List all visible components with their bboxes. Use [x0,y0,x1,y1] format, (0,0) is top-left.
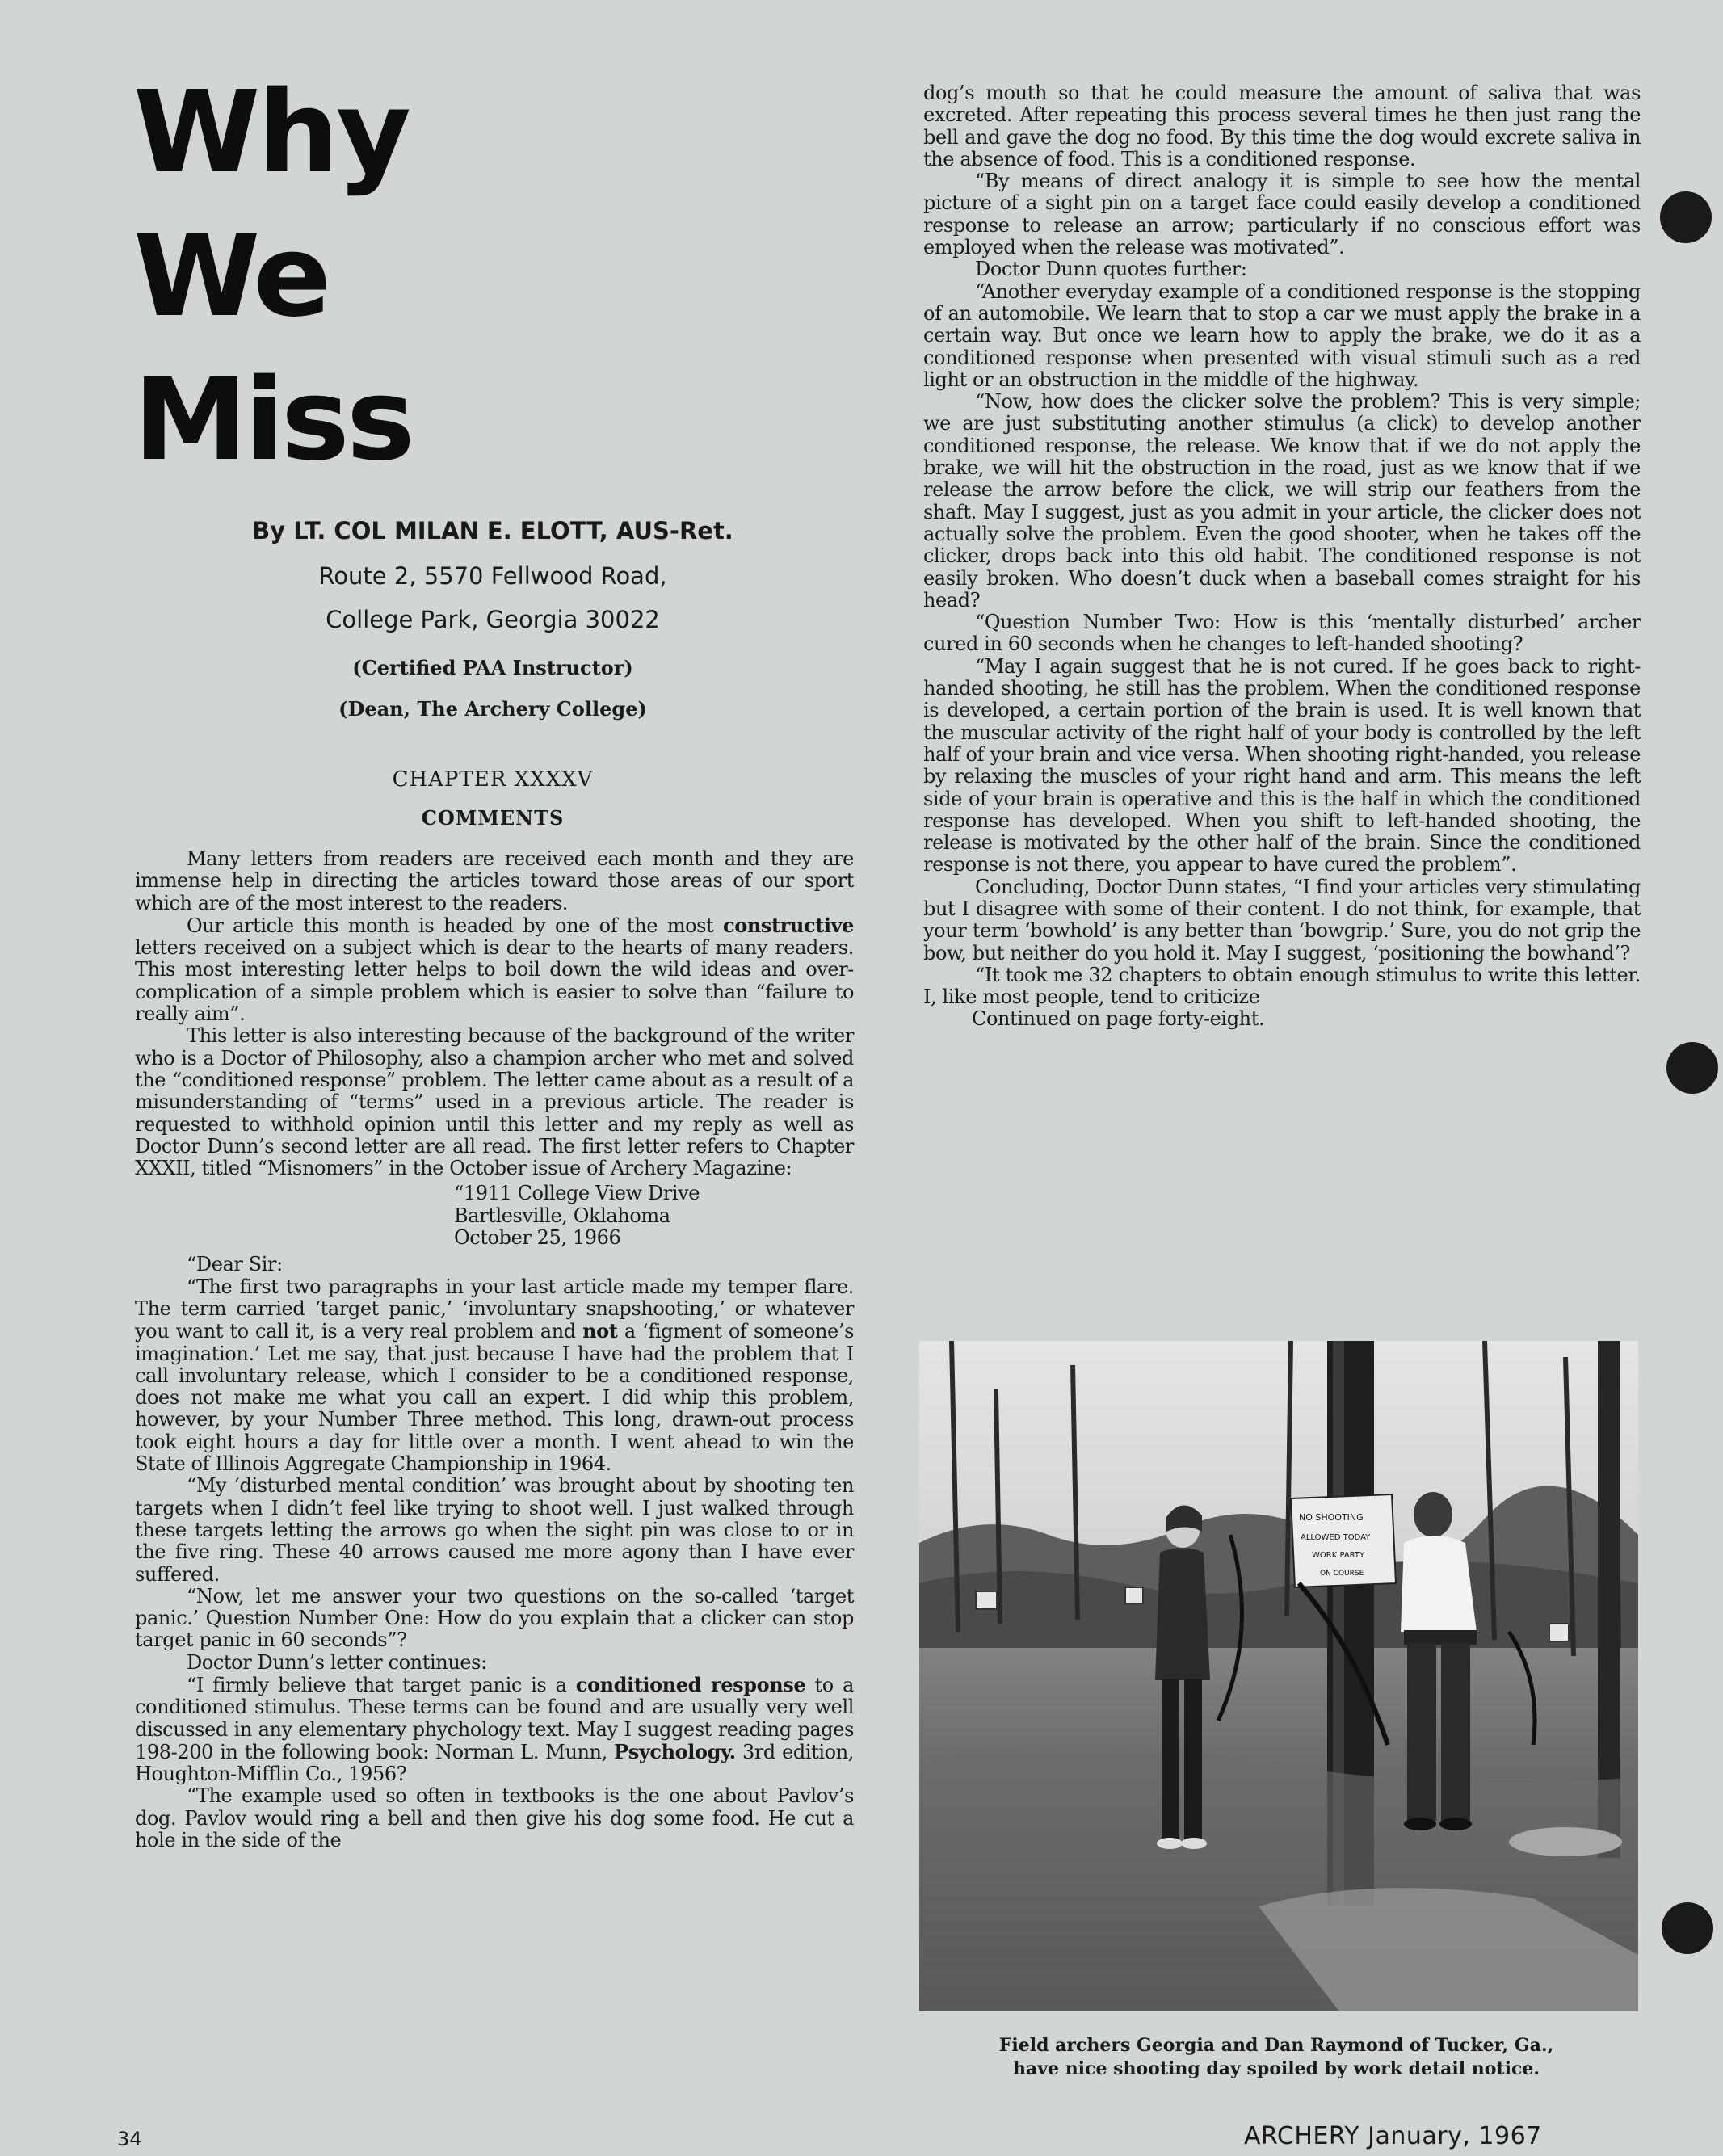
archers-photo [919,1341,1638,2011]
photo-illustration [919,1341,1638,2011]
binder-hole [1662,1902,1713,1954]
paragraph: “The first two paragraphs in your last article made my temper flare. The term carried ‘target panic,’ ‘involuntary snapshooting,’ or whatever you want to call it, is a very real problem and not a ‘figment of someone’s imagination.’ Let me say, that just because I have had the problem that I call involuntary release, which I consider to be a conditioned response, does not make me what you call an expert. I did whip this problem, however, by your Number Three method. This long, drawn-out process took eight hours a day for little over a month. I went ahead to win the State of Illinois Aggregate Championship in 1964. [135,1275,855,1476]
title-line-1: Why [133,67,409,199]
letter-address-line: Bartlesville, Oklahoma [454,1204,670,1227]
binder-hole [1666,1042,1718,1094]
paragraph: “Question Number Two: How is this ‘mentally disturbed’ archer cured in 60 seconds when he changes to left-handed shooting? [923,611,1641,656]
caption-line-2: have nice shooting day spoiled by work detail notice. [1013,2058,1540,2079]
paragraph: This letter is also interesting because of the background of the writer who is a Doctor of Philosophy, also a champion archer who met and solved the “conditioned response” problem. The letter came about as a result of a misunderstanding of “terms” used in a previous article. The reader is requested to withhold opinion until this letter and my reply as well as Doctor Dunn’s second letter are all read. The first letter refers to Chapter XXXII, titled “Misnomers” in the October issue of Archery Magazine: [135,1024,854,1180]
title-line-2: We [133,211,329,343]
letter-address-block [135,1183,854,1249]
author-address-line-1: Route 2, 5570 Fellwood Road, [318,562,667,590]
continued-notice: Continued on page forty-eight. [972,1007,1265,1031]
author-credential: (Certified PAA Instructor) [352,656,633,679]
binder-hole [1660,191,1712,243]
paragraph: “May I again suggest that he is not cured. If he goes back to right-handed shooting, he still has the problem. When the conditioned response is developed, a certain portion of the brain is used. It is well known that the muscular activity of the right half of your body is controlled by the left half of your brain and vice versa. When shooting right-handed, you release by relaxing the muscles of your right hand and arm. This means the left side of your brain is operative and this is the half in which the conditioned response has developed. When you shift to left-handed shooting, the release is motivated by the other half of the brain. Since the conditioned response is not there, you appear to have cured the problem”. [923,654,1641,876]
author-byline: By LT. COL MILAN E. ELOTT, AUS-Ret. [252,517,733,544]
paragraph: “The example used so often in textbooks is the one about Pavlov’s dog. Pavlov would ring a bell and then give his dog some food. He cut a hole in the side of the [135,1784,854,1852]
sign-line-1: NO SHOOTING [1299,1512,1364,1523]
sign-line-4: ON COURSE [1320,1570,1364,1578]
paragraph: dog’s mouth so that he could measure the amount of saliva that was excreted. After repeating this process several times he then just rang the bell and gave the dog no food. By this time the dog would excrete saliva in the absence of food. This is a conditioned response. [923,82,1641,170]
right-column [923,82,1641,1031]
section-heading: COMMENTS [421,806,565,830]
paragraph: “My ‘disturbed mental condition’ was brought about by shooting ten targets when I didn’t feel like trying to shoot well. I just walked through these targets letting the arrows go when the sight pin was close to or in the five ring. These 40 arrows caused me more agony than I have ever suffered. [135,1474,854,1586]
sign-line-3: WORK PARTY [1312,1551,1365,1560]
page-number: 34 [117,2128,142,2150]
sign-line-2: ALLOWED TODAY [1301,1533,1371,1542]
title-line-3: Miss [133,355,412,486]
magazine-footer: ARCHERY January, 1967 [1244,2122,1542,2150]
author-address-line-2: College Park, Georgia 30022 [326,606,660,633]
letter-date: October 25, 1966 [454,1226,621,1250]
paragraph: “It took me 32 chapters to obtain enough stimulus to write this letter. I, like most people, tend to criticize [923,963,1641,1009]
paragraph: Concluding, Doctor Dunn states, “I find your articles very stimulating but I disagree with some of their content. I do not think, for example, that your term ‘bowhold’ is any better than ‘bowgrip.’ Sure, you do not grip the bow, but neither do you hold it. May I suggest, ‘positioning the bowhand’? [923,875,1641,965]
author-affiliation: (Dean, The Archery College) [338,697,647,721]
paragraph: Doctor Dunn’s letter continues: [187,1650,487,1674]
paragraph: “Another everyday example of a conditioned response is the stopping of an automobile. We learn that to stop a car we must apply the brake in a certain way. But once we learn how to apply the brake, we do it as a conditioned response when presented with visual stimuli such as a red light or an obstruction in the middle of the highway. [923,279,1641,391]
paragraph: Many letters from readers are received each month and they are immense help in directing the articles toward those areas of our sport which are of the most interest to the readers. [135,847,854,914]
paragraph: “I firmly believe that target panic is a conditioned response to a conditioned stimulus. These terms can be found and are usually very well discussed in any elementary phychology text. May I suggest reading pages 198-200 in the following book: Norman L. Munn, Psychology. 3rd edition, Houghton-Mifflin Co., 1956? [135,1672,855,1786]
photo-caption [905,2034,1648,2081]
caption-line-1: Field archers Georgia and Dan Raymond of Tucker, Ga., [998,2035,1554,2056]
left-column [135,848,854,1851]
letter-salutation: “Dear Sir: [187,1253,283,1276]
paragraph: “By means of direct analogy it is simple to see how the mental picture of a sight pin on a target face could easily develop a conditioned response to release an arrow; particularly if no conscious effort was employed when the release was motivated”. [923,170,1641,259]
letter-address-line: “1911 College View Drive [454,1182,700,1205]
paragraph: Doctor Dunn quotes further: [975,258,1247,281]
chapter-heading: CHAPTER XXXXV [392,767,594,792]
paragraph: Our article this month is headed by one of the most constructive letters received on a subject which is dear to the hearts of many readers. This most interesting letter helps to boil down the wild ideas and over-complication of a simple problem which is easier to solve than “failure to really aim”. [135,913,854,1026]
notice-sign [1291,1494,1396,1587]
paragraph: “Now, how does the clicker solve the problem? This is very simple; we are just substituting another stimulus (a click) to develop another conditioned response, the release. We know that if we do not apply the brake, we will hit the obstruction in the road, just as we know that if we release the arrow before the click, we will strip our feathers from the shaft. May I suggest, just as you admit in your article, the clicker does not actually solve the problem. Even the good shooter, when he takes off the clicker, drops back into this old habit. The conditioned response is not easily broken. Who doesn’t duck when a baseball comes straight for his head? [923,390,1641,611]
article-title [133,67,412,508]
paragraph: “Now, let me answer your two questions on the so-called ‘target panic.’ Question Number One: How do you explain that a clicker can stop target panic in 60 seconds”? [135,1584,854,1652]
